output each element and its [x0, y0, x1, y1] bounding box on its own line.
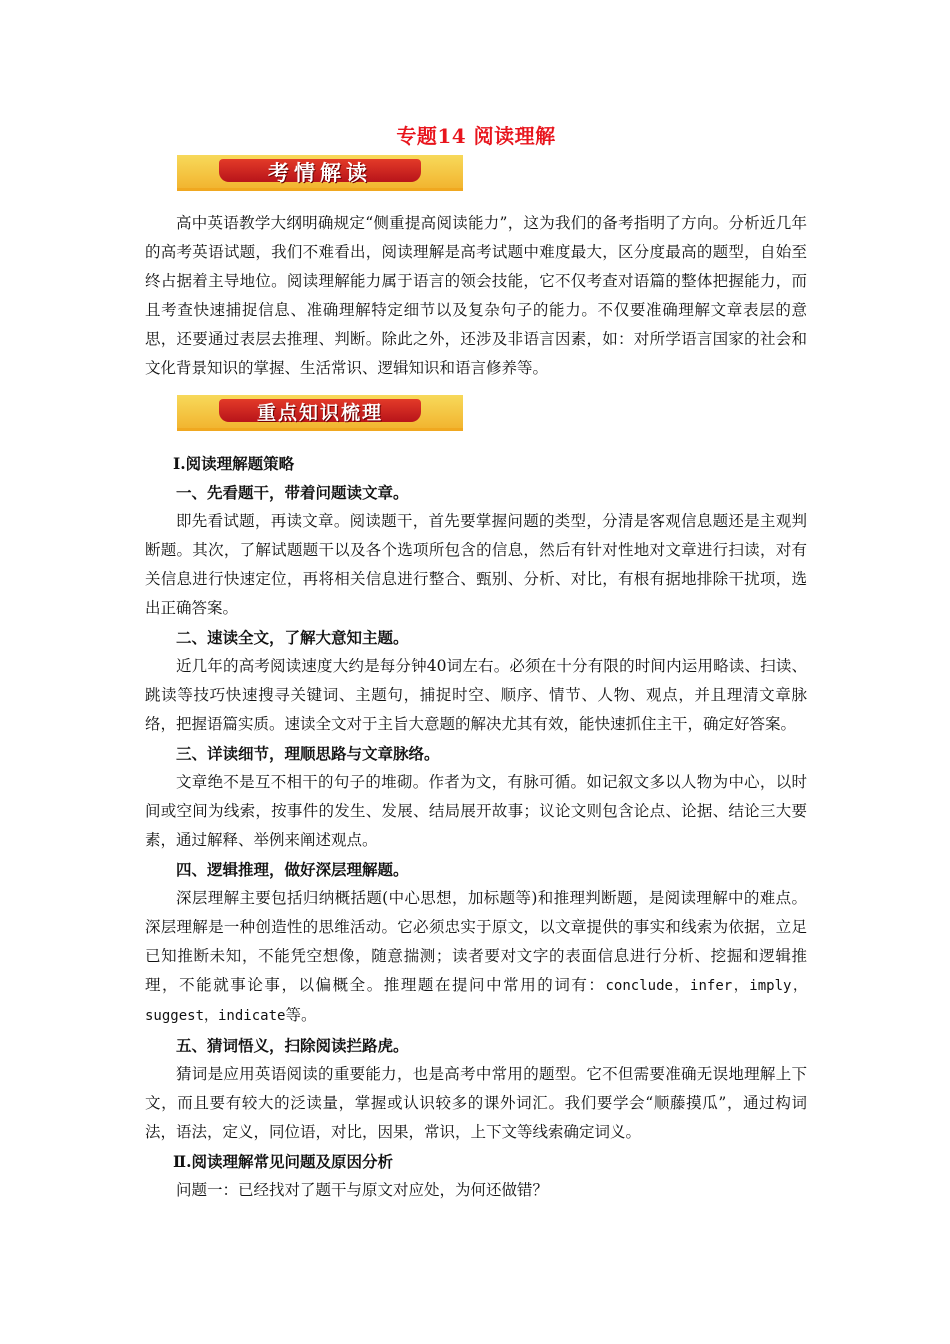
strategy-heading-5: 五、猜词悟义，扫除阅读拦路虎。: [176, 1036, 409, 1055]
strategy-heading-4: 四、逻辑推理，做好深层理解题。: [176, 860, 409, 879]
banner-exam-analysis: [177, 155, 463, 191]
strategy-paragraph-3: 文章绝不是互不相干的句子的堆砌。作者为文，有脉可循。如记叙文多以人物为中心，以时间或空间为线索，按事件的发生、发展、结局展开故事；议论文则包含论点、论据、结论三大要素，通过解释、举例来阐述观点。: [145, 773, 807, 849]
banner-key-knowledge: [177, 395, 463, 431]
section-heading-strategies: Ⅰ.阅读理解题策略: [173, 454, 295, 473]
document-title: 专题14 阅读理解: [396, 124, 556, 148]
strategy-heading-1: 一、先看题干，带着问题读文章。: [176, 483, 409, 502]
strategy-paragraph-1: 即先看试题，再读文章。阅读题干，首先要掌握问题的类型，分清是客观信息题还是主观判断题。其次，了解试题题干以及各个选项所包含的信息，然后有针对性地对文章进行扫读，对有关信息进行快速定位，再将相关信息进行整合、甄别、分析、对比，有根有据地排除干扰项，选出正确答案。: [145, 512, 807, 617]
section-heading-problems: Ⅱ.阅读理解常见问题及原因分析: [173, 1152, 393, 1171]
problem-1: 问题一：已经找对了题干与原文对应处，为何还做错？: [176, 1181, 549, 1199]
strategy-heading-2: 二、速读全文，了解大意知主题。: [176, 628, 409, 647]
inference-words: conclude，infer，imply，suggest，indicate: [145, 978, 807, 1024]
strategy-paragraph-2: 近几年的高考阅读速度大约是每分钟40词左右。必须在十分有限的时间内运用略读、扫读、跳读等技巧快速搜寻关键词、主题句，捕捉时空、顺序、情节、人物、观点，并且理清文章脉络，把握语篇实质。速读全文对于主旨大意题的解决尤其有效，能快速抓住主干，确定好答案。: [145, 657, 807, 733]
paragraph-text: 深层理解主要包括归纳概括题(中心思想，加标题等)和推理判断题，是阅读理解中的难点。深层理解是一种创造性的思维活动。它必须忠实于原文，以文章提供的事实和线索为依据，立足已知推断未知，不能凭空想像，随意揣测；读者要对文字的表面信息进行分析、挖掘和逻辑推理，不能就事论事，以偏概全。推理题在提问中常用的词有：: [145, 889, 807, 994]
strategy-paragraph-4: [145, 884, 807, 1031]
banner-label: 考情解读: [268, 161, 372, 185]
strategy-heading-3: 三、详读细节，理顺思路与文章脉络。: [176, 744, 440, 763]
banner-label: 重点知识梳理: [256, 402, 383, 424]
intro-paragraph: 高中英语教学大纲明确规定“侧重提高阅读能力”，这为我们的备考指明了方向。分析近几年的高考英语试题，我们不难看出，阅读理解是高考试题中难度最大，区分度最高的题型，自始至终占据着主导地位。阅读理解能力属于语言的领会技能，它不仅考查对语篇的整体把握能力，而且考查快速捕捉信息、准确理解特定细节以及复杂句子的能力。不仅要准确理解文章表层的意思，还要通过表层去推理、判断。除此之外，还涉及非语言因素，如：对所学语言国家的社会和文化背景知识的掌握、生活常识、逻辑知识和语言修养等。: [145, 214, 807, 377]
paragraph-end: 等。: [285, 1006, 317, 1024]
strategy-paragraph-5: 猜词是应用英语阅读的重要能力，也是高考中常用的题型。它不但需要准确无误地理解上下文，而且要有较大的泛读量，掌握或认识较多的课外词汇。我们要学会“顺藤摸瓜”，通过构词法，语法，定义，同位语，对比，因果，常识，上下文等线索确定词义。: [145, 1065, 807, 1141]
document-page: [145, 120, 807, 1205]
